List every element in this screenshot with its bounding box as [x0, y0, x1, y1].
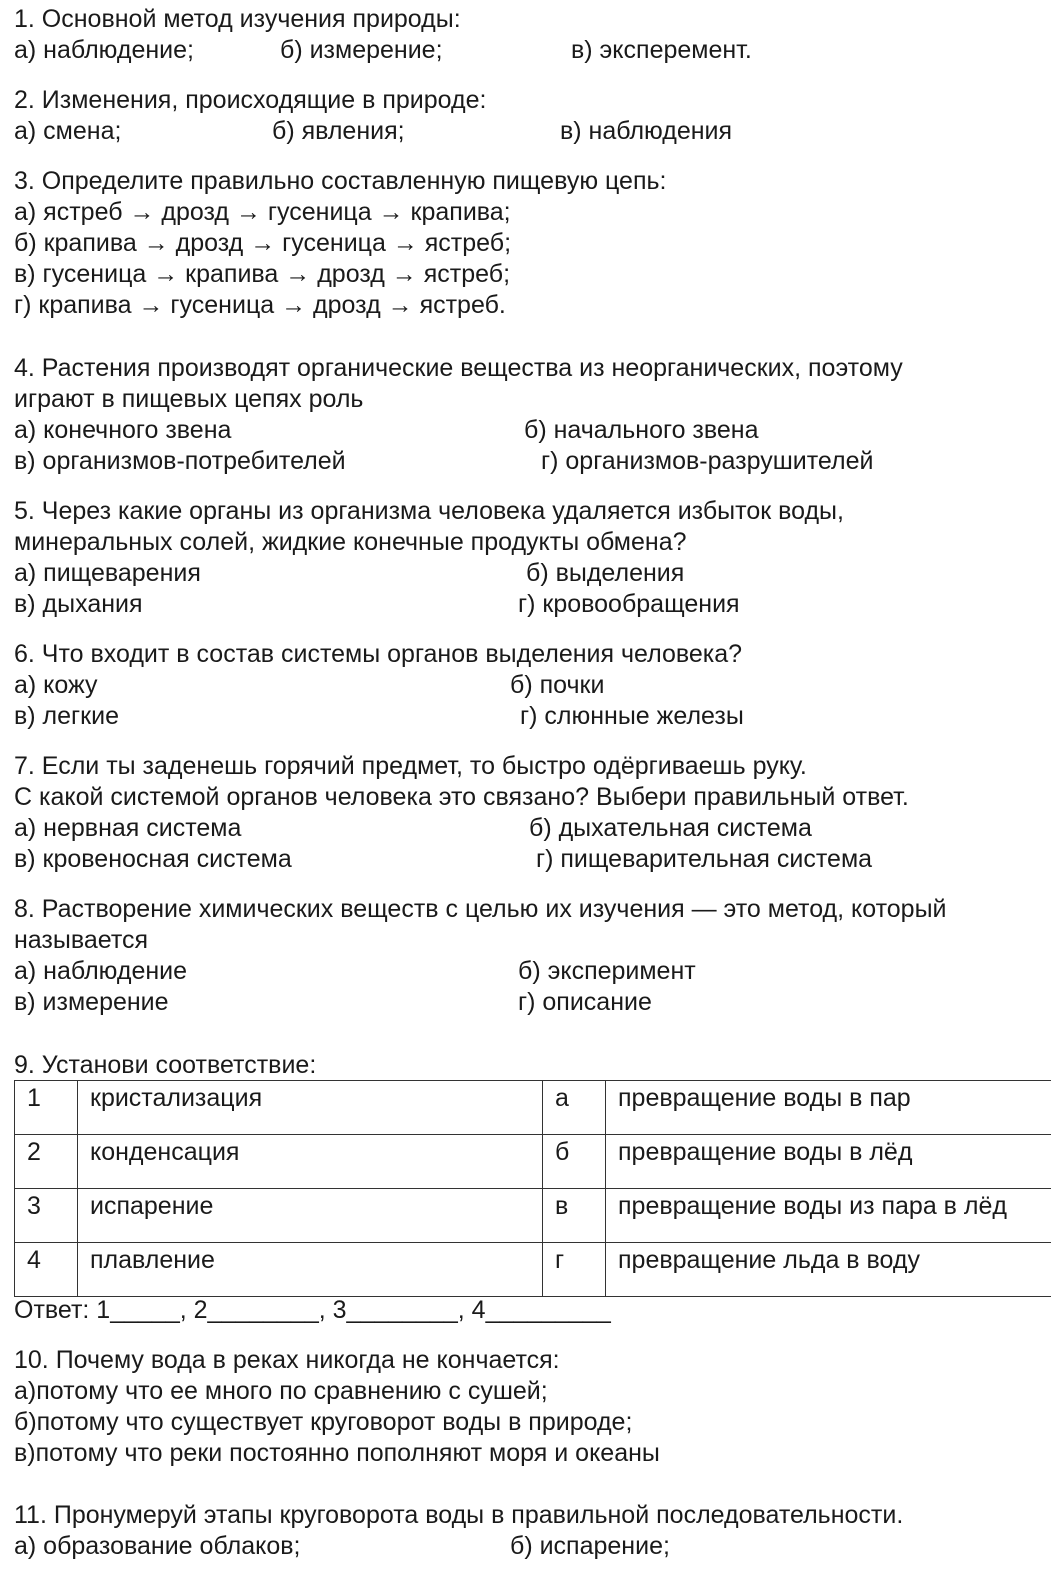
q3-text: 3. Определите правильно составленную пищевую цепь:	[14, 167, 667, 195]
table-row	[15, 1189, 1051, 1243]
q5-option-b: б) выделения	[526, 559, 685, 587]
q7-line-1: 7. Если ты заденешь горячий предмет, то быстро одёргиваешь руку.	[14, 752, 807, 780]
q11-text: 11. Пронумеруй этапы круговорота воды в правильной последовательности.	[14, 1501, 904, 1529]
q7-option-d: г) пищеварительная система	[536, 845, 873, 873]
row-term: кристализация	[78, 1081, 543, 1135]
q2-option-b: б) явления;	[272, 117, 405, 145]
q8-line-2: называется	[14, 926, 149, 954]
row-number: 2	[15, 1135, 78, 1189]
row-letter: г	[543, 1243, 606, 1297]
q3-option-b: б) крапива → дрозд → гусеница → ястреб;	[14, 229, 512, 257]
q7-option-a: а) нервная система	[14, 814, 242, 842]
row-letter: а	[543, 1081, 606, 1135]
q4-option-a: а) конечного звена	[14, 416, 232, 444]
q8-line-1: 8. Растворение химических веществ с целью их изучения — это метод, который	[14, 895, 947, 923]
q10-option-b: б)потому что существует круговорот воды в природе;	[14, 1408, 633, 1436]
row-term: конденсация	[78, 1135, 543, 1189]
table-row	[15, 1081, 1051, 1135]
matching-table	[14, 1080, 1051, 1297]
row-letter: в	[543, 1189, 606, 1243]
row-number: 3	[15, 1189, 78, 1243]
row-definition: превращение воды из пара в лёд	[606, 1189, 1051, 1243]
q4-option-d: г) организмов-разрушителей	[541, 447, 874, 475]
q3-option-a: а) ястреб → дрозд → гусеница → крапива;	[14, 198, 511, 226]
q1-text: 1. Основной метод изучения природы:	[14, 5, 461, 33]
row-term: испарение	[78, 1189, 543, 1243]
q5-option-a: а) пищеварения	[14, 559, 201, 587]
q2-option-a: а) смена;	[14, 117, 122, 145]
q9-answer-line: Ответ: 1_____, 2________, 3________, 4_________	[14, 1296, 611, 1324]
row-definition: превращение воды в пар	[606, 1081, 1051, 1135]
q11-option-a: а) образование облаков;	[14, 1532, 301, 1560]
q8-option-b: б) эксперимент	[518, 957, 696, 985]
row-letter: б	[543, 1135, 606, 1189]
q7-option-b: б) дыхательная система	[529, 814, 812, 842]
q6-text: 6. Что входит в состав системы органов выделения человека?	[14, 640, 743, 668]
row-term: плавление	[78, 1243, 543, 1297]
q1-option-b: б) измерение;	[280, 36, 443, 64]
q7-option-c: в) кровеносная система	[14, 845, 292, 873]
q4-line-2: играют в пищевых цепях роль	[14, 385, 364, 413]
q2-text: 2. Изменения, происходящие в природе:	[14, 86, 487, 114]
q10-text: 10. Почему вода в реках никогда не кончается:	[14, 1346, 560, 1374]
q8-option-c: в) измерение	[14, 988, 169, 1016]
q1-option-c: в) эксперемент.	[571, 36, 752, 64]
row-number: 4	[15, 1243, 78, 1297]
table-row	[15, 1243, 1051, 1297]
q9-text: 9. Установи соответствие:	[14, 1051, 317, 1079]
q3-option-c: в) гусеница → крапива → дрозд → ястреб;	[14, 260, 511, 288]
q7-line-2: С какой системой органов человека это связано? Выбери правильный ответ.	[14, 783, 909, 811]
q2-option-c: в) наблюдения	[560, 117, 733, 145]
q11-option-b: б) испарение;	[510, 1532, 670, 1560]
q1-option-a: а) наблюдение;	[14, 36, 194, 64]
q4-line-1: 4. Растения производят органические вещества из неорганических, поэтому	[14, 354, 903, 382]
q4-option-b: б) начального звена	[524, 416, 759, 444]
q4-option-c: в) организмов-потребителей	[14, 447, 346, 475]
q3-option-d: г) крапива → гусеница → дрозд → ястреб.	[14, 291, 506, 319]
q5-option-c: в) дыхания	[14, 590, 143, 618]
row-number: 1	[15, 1081, 78, 1135]
q6-option-d: г) слюнные железы	[520, 702, 744, 730]
q6-option-a: а) кожу	[14, 671, 98, 699]
q5-option-d: г) кровообращения	[518, 590, 740, 618]
q6-option-b: б) почки	[510, 671, 605, 699]
row-definition: превращение воды в лёд	[606, 1135, 1051, 1189]
q8-option-a: а) наблюдение	[14, 957, 188, 985]
q5-line-2: минеральных солей, жидкие конечные продукты обмена?	[14, 528, 687, 556]
q10-option-a: а)потому что ее много по сравнению с сушей;	[14, 1377, 548, 1405]
table-row	[15, 1135, 1051, 1189]
row-definition: превращение льда в воду	[606, 1243, 1051, 1297]
q8-option-d: г) описание	[518, 988, 652, 1016]
q5-line-1: 5. Через какие органы из организма человека удаляется избыток воды,	[14, 497, 844, 525]
q10-option-c: в)потому что реки постоянно пополняют моря и океаны	[14, 1439, 660, 1467]
q6-option-c: в) легкие	[14, 702, 119, 730]
